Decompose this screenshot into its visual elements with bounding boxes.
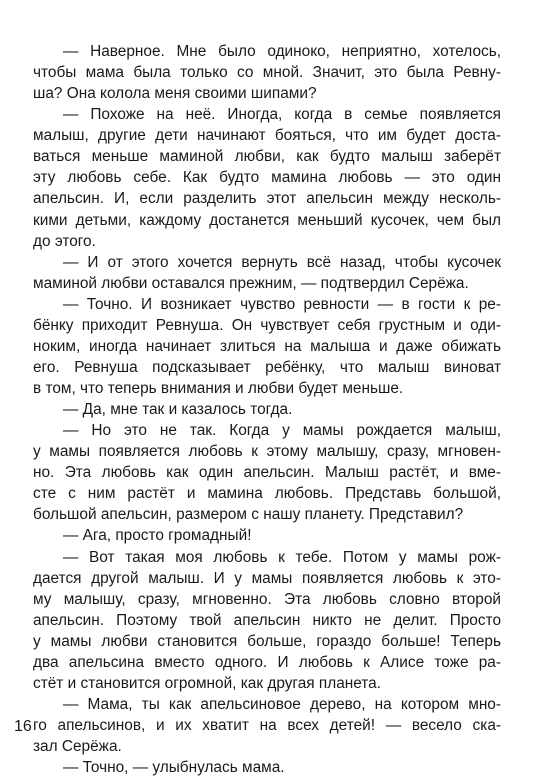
- text-line: маминой любви оставался прежним, — подтвердил Серёжа.: [33, 274, 469, 292]
- text-line: — Ага, просто громадный!: [63, 527, 252, 545]
- text-line: — Точно. И возникает чувство ревности — в гости к ре-: [63, 295, 501, 313]
- text-line: малыш, другие дети начинают бояться, что им будет доста-: [33, 127, 501, 145]
- text-line: но. Эта любовь как один апельсин. Малыш растёт, и вме-: [33, 464, 501, 482]
- text-line: кими детьми, каждому достанется меньший кусочек, чем был: [33, 211, 501, 229]
- text-line: — Точно, — улыбнулась мама.: [63, 759, 285, 777]
- text-line: два апельсина вместо одного. И любовь к Алисе тоже ра-: [33, 653, 501, 671]
- text-line: го апельсинов, и их хватит на всех детей! — весело ска-: [33, 717, 501, 734]
- text-line: — Похоже на неё. Иногда, когда в семье появляется: [63, 106, 501, 124]
- text-line: дается другой малыш. И у мамы появляется любовь к это-: [33, 569, 501, 587]
- text-line: у мамы любви становится больше, гораздо больше! Теперь: [33, 632, 501, 650]
- text-line: — И от этого хочется вернуть всё назад, чтобы кусочек: [63, 253, 501, 271]
- text-line: ша? Она колола меня своими шипами?: [33, 85, 317, 103]
- page-number: 16: [14, 718, 32, 735]
- text-line: — Да, мне так и казалось тогда.: [63, 401, 293, 419]
- text-line: ваться меньше маминой любви, как будто малыш заберёт: [33, 148, 501, 166]
- text-line: бёнку приходит Ревнуша. Он чувствует себя грустным и оди-: [33, 316, 501, 334]
- text-line: стёт и становится огромной, как другая планета.: [33, 674, 382, 692]
- text-line: — Вот такая моя любовь к тебе. Потом у мамы рож-: [63, 548, 501, 566]
- text-line: — Мама, ты как апельсиновое дерево, на котором мно-: [63, 695, 501, 713]
- text-line: зал Серёжа.: [33, 738, 122, 756]
- text-line: до этого.: [33, 232, 96, 250]
- text-line: му малышу, сразу, мгновенно. Эта любовь словно второй: [33, 590, 501, 608]
- text-line: чтобы мама была только со мной. Значит, это была Ревну-: [33, 64, 501, 82]
- text-line: — Но это не так. Когда у мамы рождается малыш,: [63, 422, 501, 440]
- text-line: его. Ревнуша подсказывает ребёнку, что малыш виноват: [33, 358, 501, 376]
- text-line: большой апельсин, размером с нашу планету. Представил?: [33, 506, 464, 524]
- text-line: — Наверное. Мне было одиноко, неприятно, хотелось,: [63, 43, 501, 60]
- text-line: сте с ним растёт и мамина любовь. Представь большой,: [33, 485, 501, 503]
- text-line: у мамы появляется любовь к этому малышу, сразу, мгновен-: [33, 443, 501, 461]
- story-text: [33, 41, 501, 778]
- text-line: апельсин. И, если разделить этот апельсин между несколь-: [33, 190, 501, 208]
- text-line: эту любовь себе. Как будто мамина любовь — это один: [33, 169, 501, 187]
- text-line: в том, что теперь внимания и любви будет меньше.: [33, 380, 404, 397]
- text-line: апельсин. Поэтому твой апельсин никто не делит. Просто: [33, 611, 501, 629]
- text-line: ноким, иногда начинает злиться на малыша и даже обижать: [33, 337, 501, 355]
